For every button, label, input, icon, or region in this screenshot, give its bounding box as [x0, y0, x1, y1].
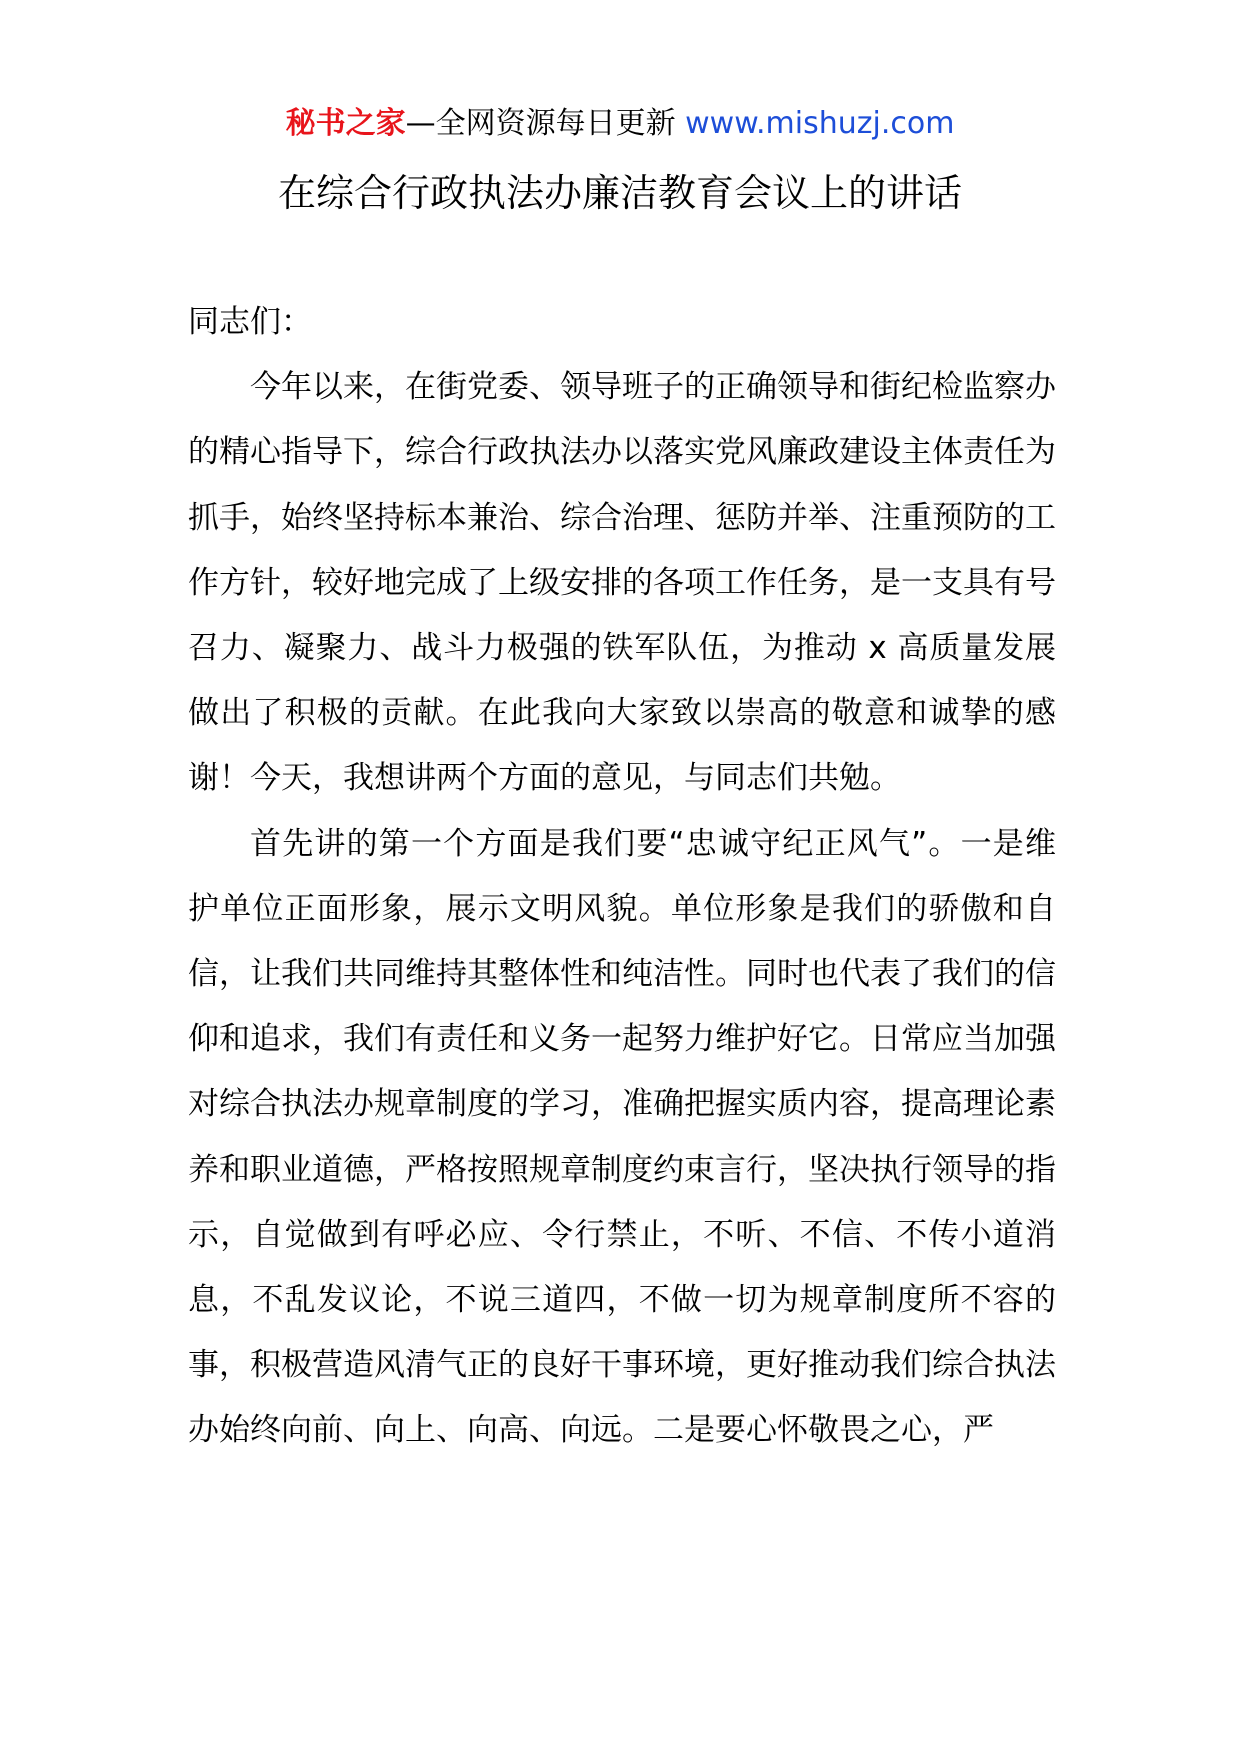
site-header [0, 100, 1240, 148]
site-url-link[interactable]: www.mishuzj.com [685, 106, 955, 141]
header-tagline: —全网资源每日更新 [405, 106, 676, 141]
paragraph-1: 今年以来，在街党委、领导班子的正确领导和街纪检监察办的精心指导下，综合行政执法办以落实党风廉政建设主体责任为抓手，始终坚持标本兼治、综合治理、惩防并举、注重预防的工作方针，较好地完成了上级安排的各项工作任务，是一支具有号召力、凝聚力、战斗力极强的铁军队伍，为推动 x 高质量发展做出了积极的贡献。在此我向大家致以崇高的敬意和诚挚的感谢！今天，我想讲两个方面的意见，与同志们共勉。 [188, 369, 1056, 797]
document-title: 在综合行政执法办廉洁教育会议上的讲话 [277, 171, 962, 215]
paragraph-2: 首先讲的第一个方面是我们要“忠诚守纪正风气”。一是维护单位正面形象，展示文明风貌。单位形象是我们的骄傲和自信，让我们共同维持其整体性和纯洁性。同时也代表了我们的信仰和追求，我们有责任和义务一起努力维护好它。日常应当加强对综合执法办规章制度的学习，准确把握实质内容，提高理论素养和职业道德，严格按照规章制度约束言行，坚决执行领导的指示，自觉做到有呼必应、令行禁止，不听、不信、不传小道消息，不乱发议论，不说三道四，不做一切为规章制度所不容的事，积极营造风清气正的良好干事环境，更好推动我们综合执法办始终向前、向上、向高、向远。二是要心怀敬畏之心，严 [188, 825, 1056, 1449]
document-body [188, 290, 1056, 1464]
brand-name: 秘书之家 [285, 106, 406, 141]
salutation: 同志们： [188, 304, 312, 340]
